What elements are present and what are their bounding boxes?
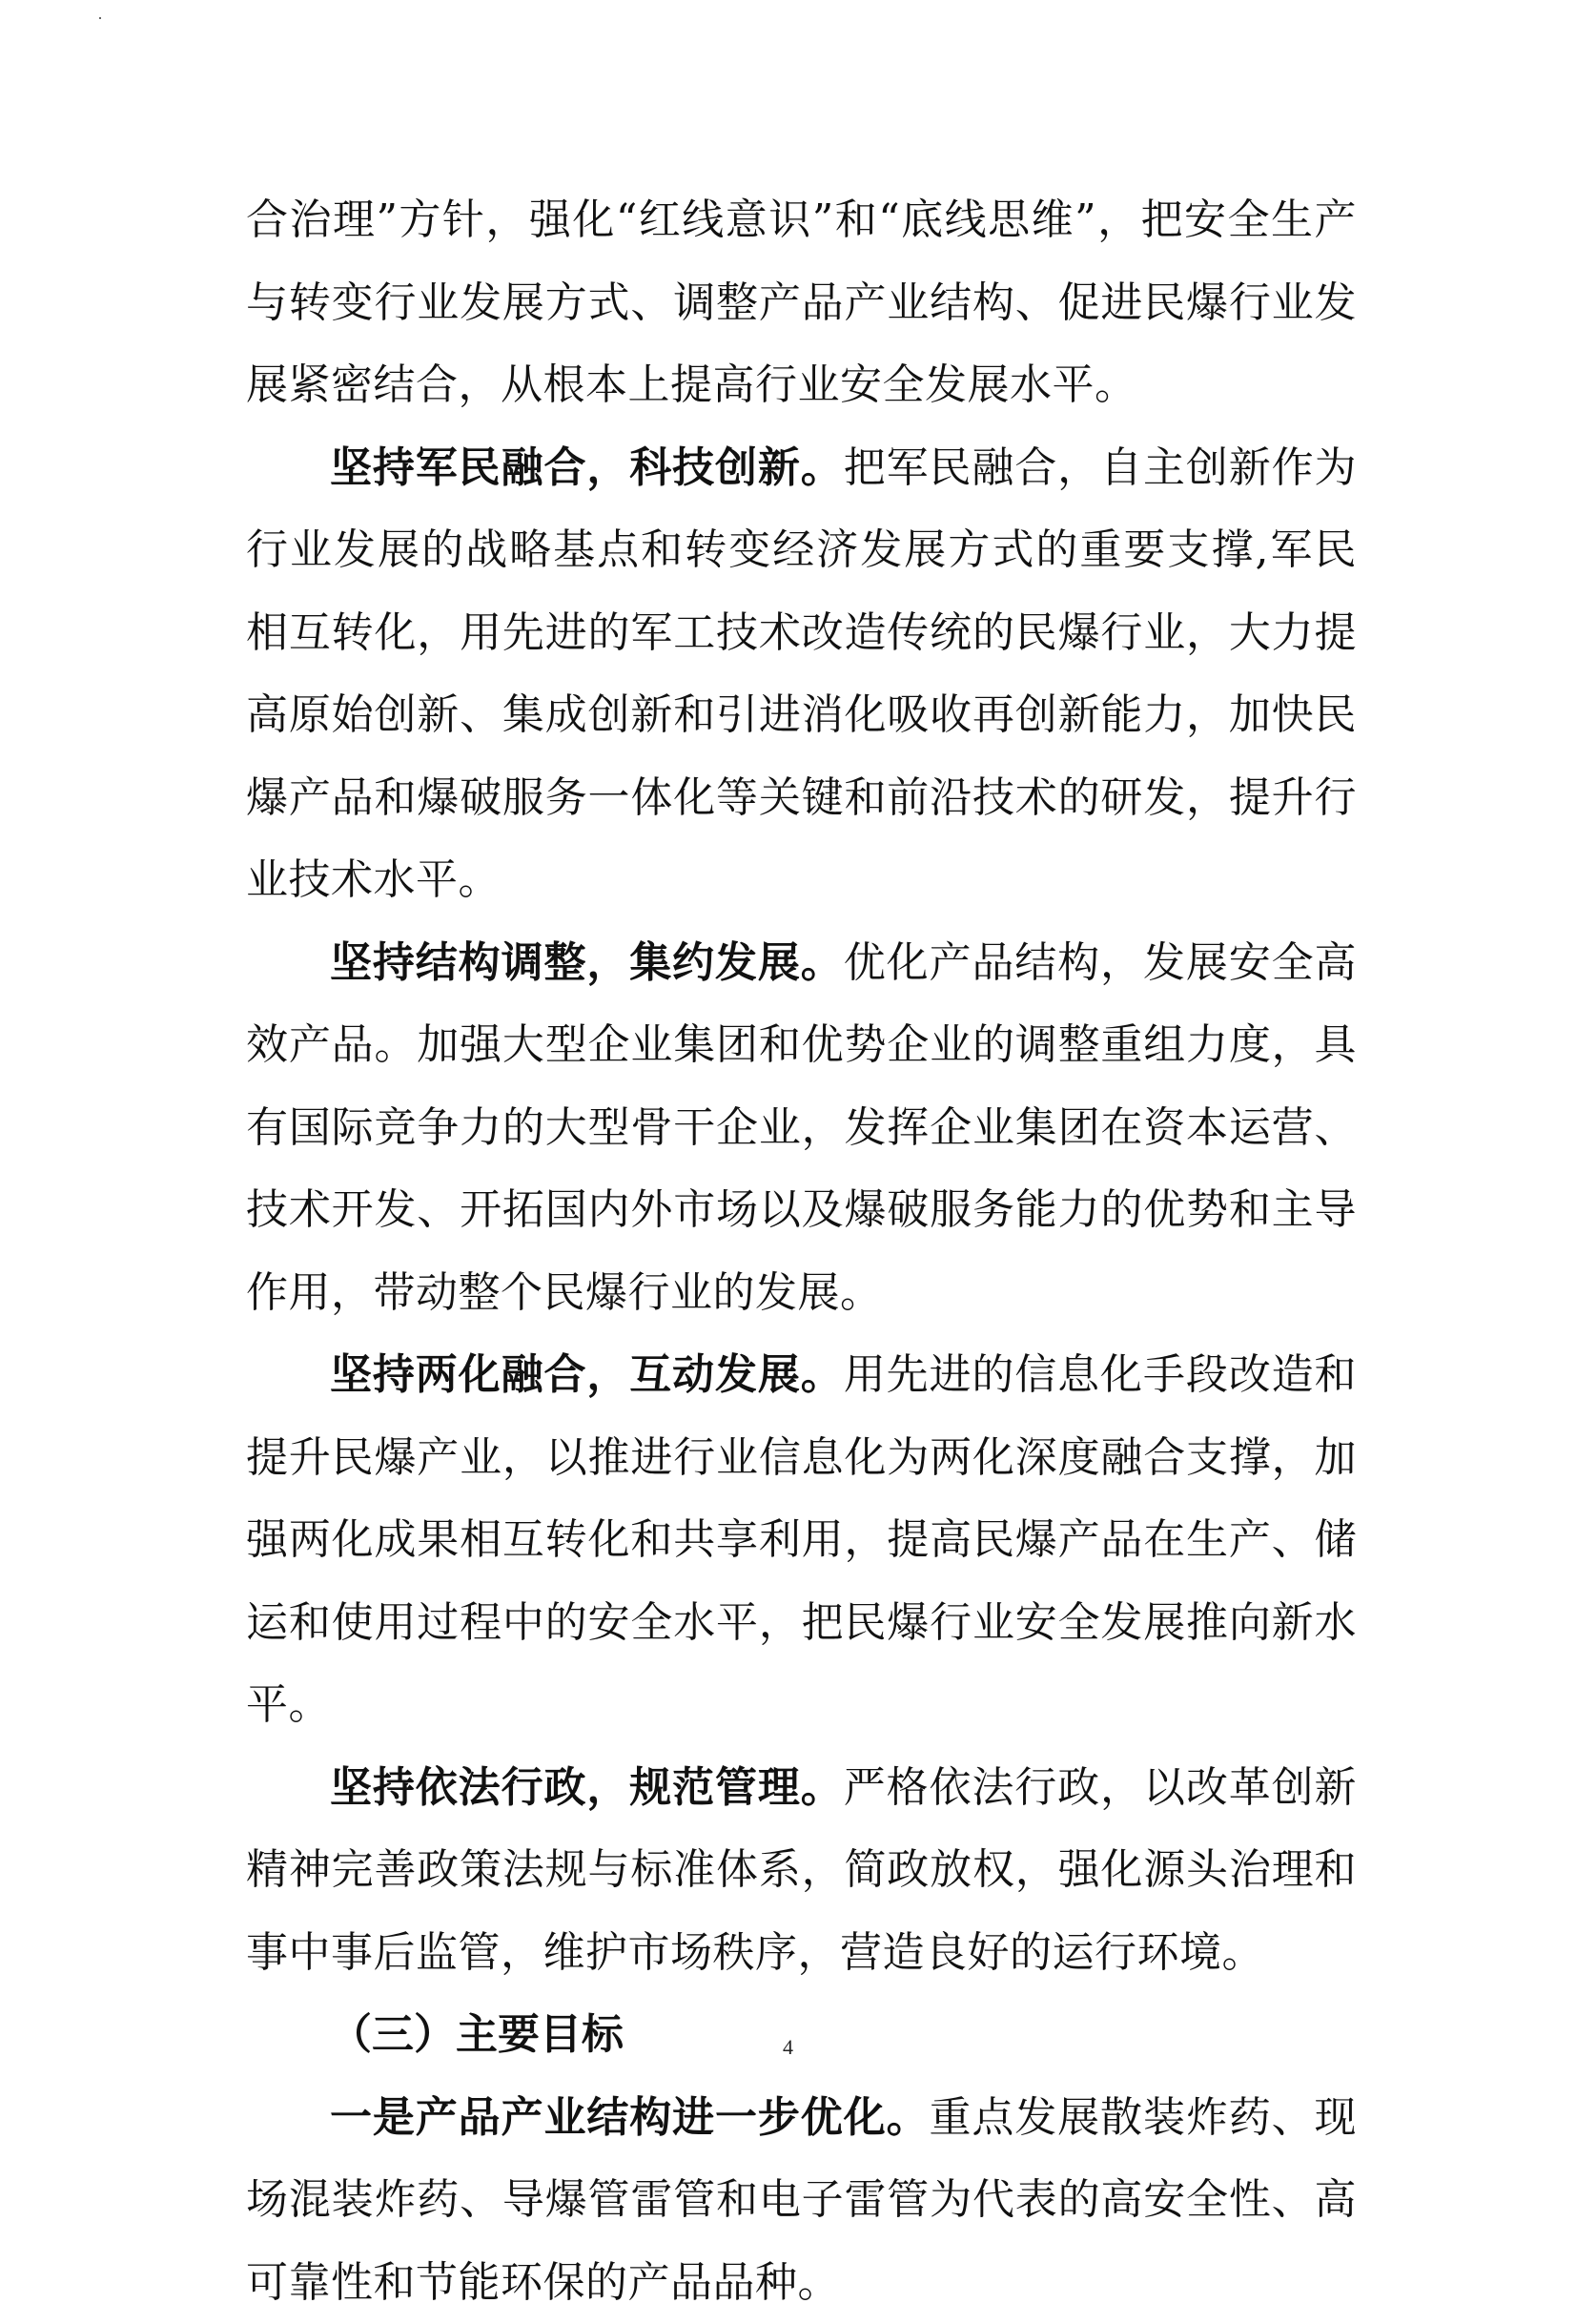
section-heading: （三）主要目标 (246, 1994, 1357, 2077)
paragraph-lead: 坚持依法行政，规范管理。 (330, 1763, 844, 1812)
paragraph-text: 合治理”方针，强化“红线意识”和“底线思维”，把安全生产与转变行业发展方式、调整产品产业结构、促进民爆行业发展紧密结合，从根本上提高行业安全发展水平。 (246, 195, 1357, 409)
body-text (246, 179, 1357, 2324)
paragraph-rule-of-law (246, 1747, 1357, 1995)
paragraph-main-goal (246, 2077, 1357, 2324)
paragraph-military-civil-integration (246, 427, 1357, 922)
paragraph-lead: 一是产品产业结构进一步优化。 (330, 2093, 929, 2142)
paragraph-structural-adjustment (246, 922, 1357, 1335)
paragraph-text: 重点发展散装炸药、现场混装炸药、导爆管雷管和电子雷管为代表的高安全性、高可靠性和节能环保的产品品种。 (246, 2093, 1357, 2307)
page-number: 4 (0, 2035, 1576, 2060)
paragraph-text: 优化产品结构，发展安全高效产品。加强大型企业集团和优势企业的调整重组力度，具有国际竞争力的大型骨干企业，发挥企业集团在资本运营、技术开发、开拓国内外市场以及爆破服务能力的优势和主导作用，带动整个民爆行业的发展。 (246, 938, 1357, 1317)
paragraph-informatization (246, 1334, 1357, 1747)
paragraph-continuation (246, 179, 1357, 427)
paragraph-text: 用先进的信息化手段改造和提升民爆产业，以推进行业信息化为两化深度融合支撑，加强两化成果相互转化和共享利用，提高民爆产品在生产、储运和使用过程中的安全水平，把民爆行业安全发展推向新水平。 (246, 1350, 1357, 1729)
paragraph-lead: 坚持军民融合，科技创新。 (330, 443, 844, 492)
paragraph-lead: 坚持两化融合，互动发展。 (330, 1350, 844, 1399)
paragraph-text: 把军民融合，自主创新作为行业发展的战略基点和转变经济发展方式的重要支撑,军民相互转化，用先进的军工技术改造传统的民爆行业，大力提高原始创新、集成创新和引进消化吸收再创新能力，加快民爆产品和爆破服务一体化等关键和前沿技术的研发，提升行业技术水平。 (246, 443, 1357, 905)
paragraph-lead: 坚持结构调整，集约发展。 (330, 938, 844, 987)
scan-artifact (99, 17, 101, 19)
paragraph-text: 严格依法行政，以改革创新精神完善政策法规与标准体系，简政放权，强化源头治理和事中事后监管，维护市场秩序，营造良好的运行环境。 (246, 1763, 1357, 1977)
